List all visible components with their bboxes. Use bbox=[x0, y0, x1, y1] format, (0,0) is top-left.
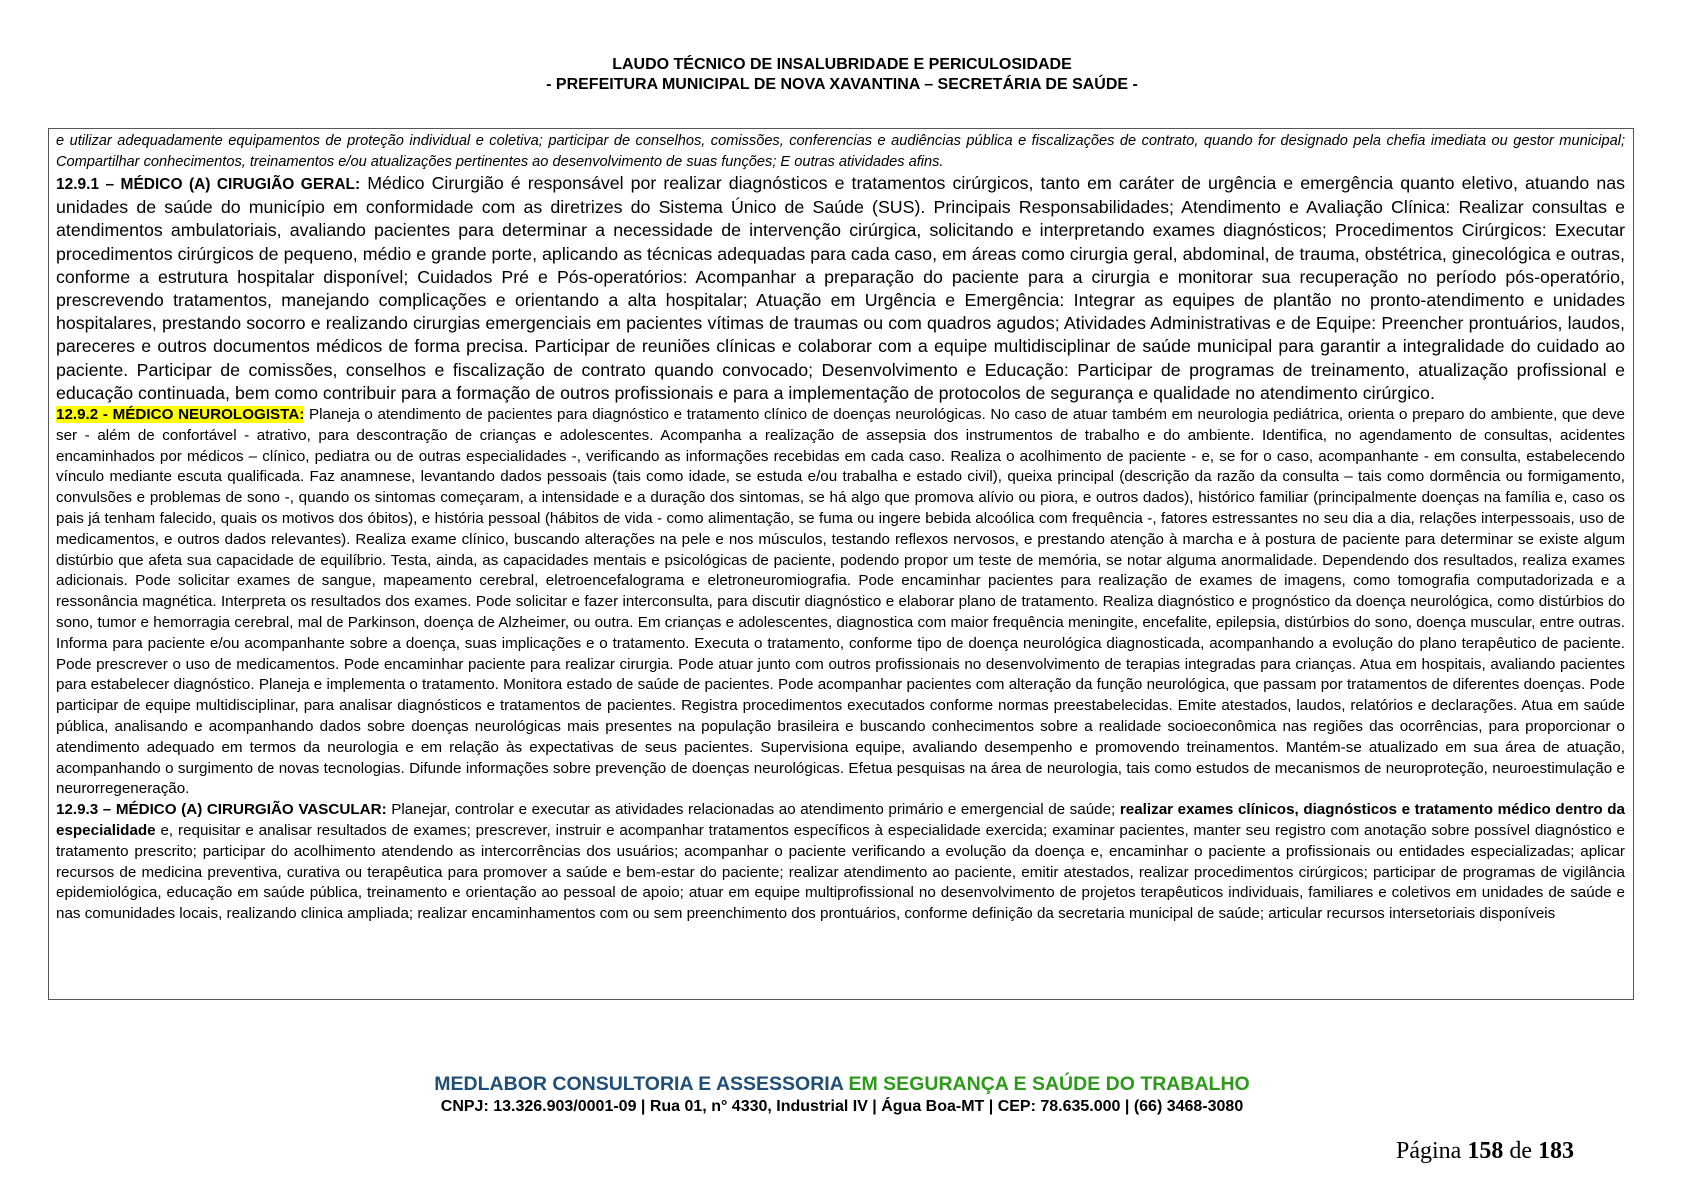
document-header bbox=[0, 55, 1684, 95]
footer-company-green: EM SEGURANÇA E SAÚDE DO TRABALHO bbox=[843, 1073, 1250, 1095]
section-12-9-2 bbox=[56, 405, 1625, 800]
page-current: 158 bbox=[1467, 1138, 1504, 1164]
section-12-9-3-bold: realizar exames clínicos, diagnósticos e tratamento médico dentro da especialidade bbox=[56, 801, 1625, 839]
section-12-9-3-title: 12.9.3 – MÉDICO (A) CIRURGIÃO VASCULAR: bbox=[56, 801, 387, 819]
section-12-9-3-text-b: e, requisitar e analisar resultados de exames; prescrever, instruir e acompanhar tratamentos específicos à especialidade exercida; examinar pacientes, manter seu registro com anotação sobre possível diagnóstico e tratamento prescrito; participar do acolhimento atendendo as intercorrências dos usuários; acompanhar o paciente verificando a evolução da doença e, encaminhar o paciente a profissionais ou entidades especializadas; aplicar recursos de medicina preventiva, curativa ou terapêutica para promover a saúde e bem-estar do paciente; realizar atendimento ao paciente, emitir atestados, realizar procedimentos cirúrgicos; participar de programas de vigilância epidemiológica, educação em saúde pública, treinamento e orientação ao pessoal de apoio; atuar em equipe multiprofissional no desenvolvimento de projetos terapêuticos individuais, familiares e coletivos em unidades de saúde e nas comunidades locais, realizando clinica ampliada; realizar encaminhamentos com ou sem preenchimento dos prontuários, conforme definição da secretaria municipal de saúde; articular recursos intersetoriais disponíveis bbox=[56, 821, 1625, 923]
page-number bbox=[1396, 1138, 1574, 1165]
section-12-9-1 bbox=[56, 172, 1625, 405]
page-of: de bbox=[1503, 1138, 1538, 1164]
footer-company-blue: MEDLABOR CONSULTORIA E ASSESSORIA bbox=[434, 1073, 844, 1095]
footer-info: CNPJ: 13.326.903/0001-09 | Rua 01, n° 4330, Industrial IV | Água Boa-MT | CEP: 78.635.000 | (66) 3468-3080 bbox=[440, 1098, 1244, 1115]
section-12-9-2-title: 12.9.2 - MÉDICO NEUROLOGISTA: bbox=[56, 406, 305, 424]
document-subtitle: - PREFEITURA MUNICIPAL DE NOVA XAVANTINA – SECRETÁRIA DE SAÚDE - bbox=[546, 76, 1138, 93]
document-title: LAUDO TÉCNICO DE INSALUBRIDADE E PERICULOSIDADE bbox=[612, 56, 1072, 73]
section-12-9-2-text: Planeja o atendimento de pacientes para diagnóstico e tratamento clínico de doenças neurológicas. No caso de atuar também em neurologia pediátrica, orienta o preparo do ambiente, que deve ser - além de confortável - atrativo, para descontração de crianças e adolescentes. Acompanha a realização de assepsia dos instrumentos de trabalho e do ambiente. Identifica, no agendamento de consultas, acidentes encaminhados por médicos – clínico, pediatra ou de outras especialidades -, verificando as informações recebidas em cada caso. Realiza o acolhimento de paciente - e, se for o caso, acompanhante - em consulta, estabelecendo vínculo mediante escuta qualificada. Faz anamnese, levantando dados pessoais (tais como idade, se estuda e/ou trabalha e estado civil), queixa principal (descrição da razão da consulta – tais como dormência ou formigamento, convulsões e problemas de sono -, quando os sintomas começaram, a intensidade e a duração dos sintomas, se há algo que promova alívio ou piora, e outros dados), histórico familiar (principalmente doenças na família e, caso os pais já tenham falecido, quais os motivos dos óbitos), e história pessoal (hábitos de vida - como alimentação, se fuma ou ingere bebida alcoólica com frequência -, fatores estressantes no seu dia a dia, relações interpessoais, uso de medicamentos, e outros dados relevantes). Realiza exame clínico, buscando alterações na pele e nos músculos, testando reflexos nervosos, e prestando atenção à marcha e à postura de paciente para determinar se existe algum distúrbio que afeta sua capacidade de equilíbrio. Testa, ainda, as capacidades mentais e psicológicas de paciente, podendo propor um teste de memória, se notar alguma anormalidade. Dependendo dos resultados, realiza exames adicionais. Pode solicitar exames de sangue, mapeamento cerebral, eletroencefalograma e eletroneuromiografia. Pode encaminhar pacientes para realização de exames de imagens, como tomografia computadorizada e a ressonância magnética. Interpreta os resultados dos exames. Pode solicitar e fazer interconsulta, para discutir diagnóstico e elaborar plano de tratamento. Realiza diagnóstico e prognóstico da doença neurológica, como distúrbios do sono, tumor e hemorragia cerebral, mal de Parkinson, doença de Alzheimer, ou outra. Em crianças e adolescentes, diagnostica com maior frequência meningite, encefalite, epilepsia, distúrbios do sono, doença muscular, entre outras. Informa para paciente e/ou acompanhante sobre a doença, suas implicações e o tratamento. Executa o tratamento, conforme tipo de doença neurológica diagnosticada, acompanhando a evolução do plano terapêutico de paciente. Pode prescrever o uso de medicamentos. Pode encaminhar paciente para realizar cirurgia. Pode atuar junto com outros profissionais no desenvolvimento de terapias integradas para crianças. Atua em hospitais, avaliando pacientes para estabelecer diagnóstico. Planeja e implementa o tratamento. Monitora estado de saúde de pacientes. Pode acompanhar pacientes com alteração da função neurológica, que passam por tratamentos de diferentes doenças. Pode participar de equipe multidisciplinar, para analisar diagnósticos e tratamentos de pacientes. Registra procedimentos executados conforme normas preestabelecidas. Emite atestados, laudos, relatórios e declarações. Atua em saúde pública, analisando e acompanhando dados sobre doenças neurológicas mais presentes na população brasileira e buscando conhecimentos sobre a realidade socioeconômica nas regiões das ocorrências, para proporcionar o atendimento adequado em termos da neurologia e em relação às expectativas de seus pacientes. Supervisiona equipe, avaliando desempenho e promovendo treinamentos. Mantém-se atualizado em sua área de atuação, acompanhando o surgimento de novas tecnologias. Difunde informações sobre prevenção de doenças neurológicas. Efetua pesquisas na área de neurologia, tais como estudos de mecanismos de neuroproteção, neuroestimulação e neurorregeneração. bbox=[56, 406, 1625, 798]
section-12-9-1-text: Médico Cirurgião é responsável por realizar diagnósticos e tratamentos cirúrgicos, tanto em caráter de urgência e emergência quanto eletivo, atuando nas unidades de saúde do município em conformidade com as diretrizes do Sistema Único de Saúde (SUS). Principais Responsabilidades; Atendimento e Avaliação Clínica: Realizar consultas e atendimentos ambulatoriais, avaliando pacientes para determinar a necessidade de intervenção cirúrgica, solicitando e interpretando exames diagnósticos; Procedimentos Cirúrgicos: Executar procedimentos cirúrgicos de pequeno, médio e grande porte, aplicando as técnicas adequadas para cada caso, em áreas como cirurgia geral, abdominal, de trauma, obstétrica, ginecológica e outras, conforme a estrutura hospitalar disponível; Cuidados Pré e Pós-operatórios: Acompanhar a preparação do paciente para a cirurgia e monitorar sua recuperação no período pós-operatório, prescrevendo tratamentos, manejando complicações e orientando a alta hospitalar; Atuação em Urgência e Emergência: Integrar as equipes de plantão no pronto-atendimento e unidades hospitalares, prestando socorro e realizando cirurgias emergenciais em pacientes vítimas de traumas ou com quadros agudos; Atividades Administrativas e de Equipe: Preencher prontuários, laudos, pareceres e outros documentos médicos de forma precisa. Participar de reuniões clínicas e colaborar com a equipe multidisciplinar de saúde municipal para garantir a integralidade do cuidado ao paciente. Participar de comissões, conselhos e fiscalização de contrato quando convocado; Desenvolvimento e Educação: Participar de programas de treinamento, atualização profissional e educação continuada, bem como contribuir para a formação de outros profissionais e para a implementação de protocolos de segurança e qualidade no atendimento cirúrgico. bbox=[56, 173, 1625, 403]
footer-company bbox=[0, 1073, 1684, 1096]
page-label: Página bbox=[1396, 1138, 1468, 1164]
content-frame bbox=[48, 128, 1634, 1000]
page-total: 183 bbox=[1538, 1138, 1574, 1164]
section-12-9-3-text-a: Planejar, controlar e executar as atividades relacionadas ao atendimento primário e emergencial de saúde; bbox=[386, 801, 1120, 819]
section-12-9-1-title: 12.9.1 – MÉDICO (A) CIRUGIÃO GERAL: bbox=[56, 176, 361, 193]
intro-paragraph: e utilizar adequadamente equipamentos de proteção individual e coletiva; participar de conselhos, comissões, conferencias e audiências pública e fiscalizações de contrato, quando for designado pela chefia imediata ou gestor municipal; Compartilhar conhecimentos, treinamentos e/ou atualizações pertinentes ao desenvolvimento de suas funções; E outras atividades afins. bbox=[56, 133, 1625, 170]
section-12-9-3 bbox=[56, 800, 1625, 925]
